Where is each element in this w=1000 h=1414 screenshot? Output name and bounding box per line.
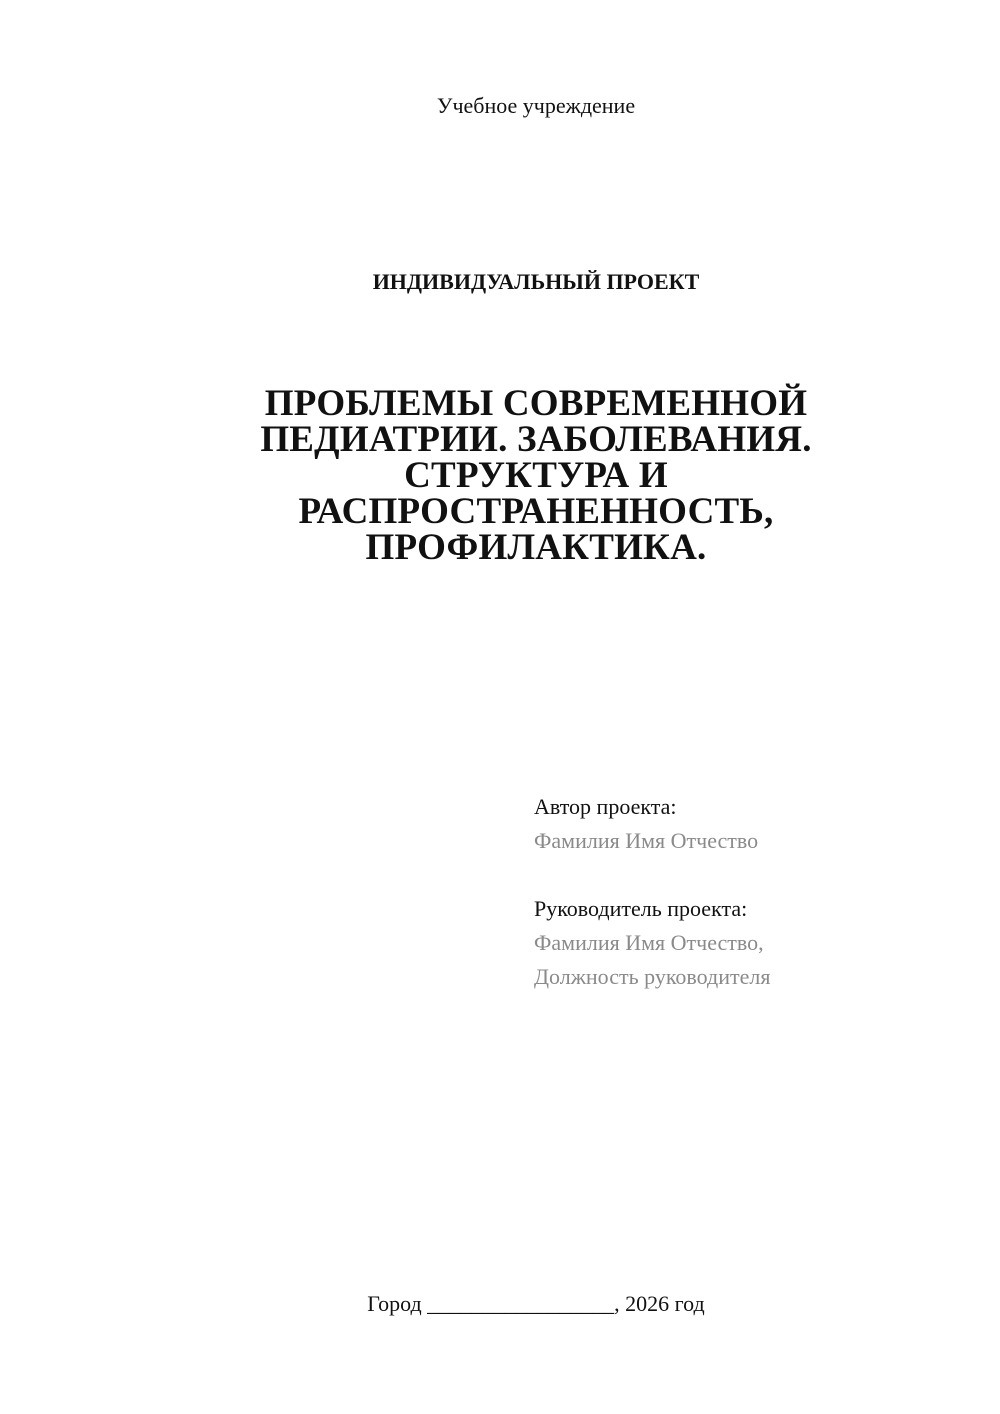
- title-line: СТРУКТУРА И: [404, 455, 668, 496]
- supervisor-position-placeholder: Должность руководителя: [534, 964, 771, 989]
- credits-block: [534, 790, 974, 994]
- project-title: [200, 383, 872, 568]
- title-line: ПРОБЛЕМЫ СОВРЕМЕННОЙ: [264, 383, 808, 424]
- author-label: Автор проекта:: [534, 794, 677, 819]
- supervisor-label: Руководитель проекта:: [534, 896, 748, 921]
- city-year-footer: Город _________________, 2026 год: [367, 1291, 705, 1316]
- project-type-heading: ИНДИВИДУАЛЬНЫЙ ПРОЕКТ: [372, 269, 700, 294]
- title-line: ПРОФИЛАКТИКА.: [365, 527, 707, 568]
- supervisor-name-placeholder: Фамилия Имя Отчество,: [534, 930, 764, 955]
- spacer: [534, 858, 974, 892]
- title-line: ПЕДИАТРИИ. ЗАБОЛЕВАНИЯ.: [260, 419, 812, 460]
- institution-name: Учебное учреждение: [436, 93, 636, 118]
- author-name-placeholder: Фамилия Имя Отчество: [534, 828, 759, 853]
- title-line: РАСПРОСТРАНЕННОСТЬ,: [298, 491, 774, 532]
